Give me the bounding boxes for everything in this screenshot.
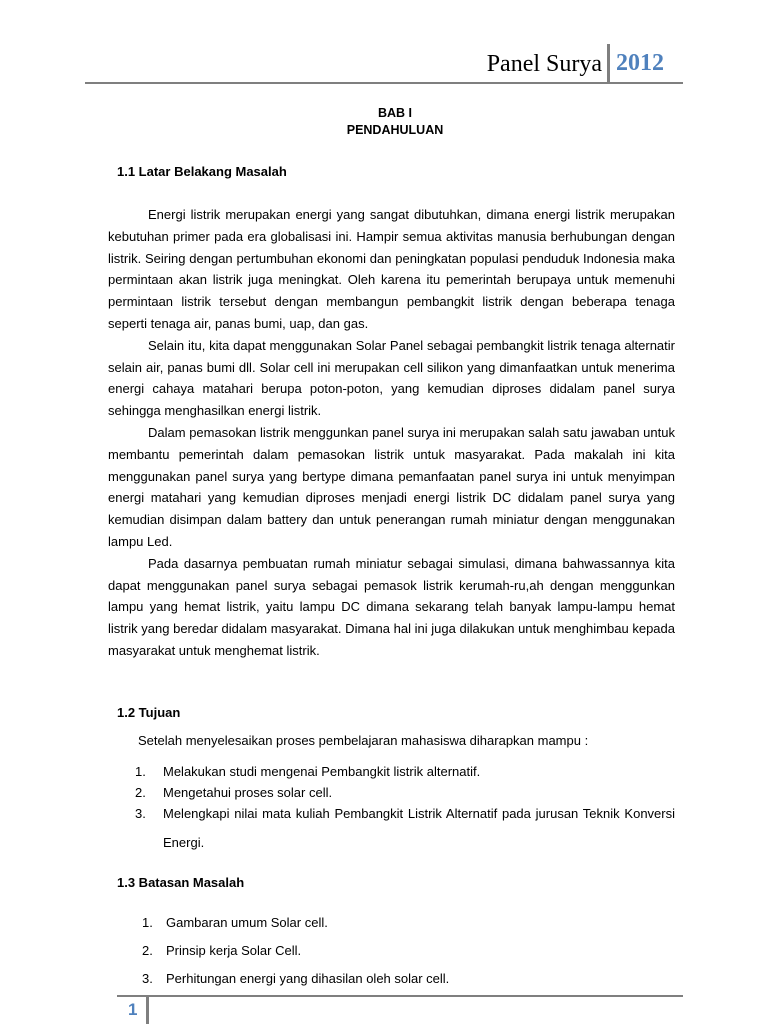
- list-number: 2.: [142, 943, 153, 958]
- list-number: 1.: [135, 764, 146, 779]
- batasan-list: [142, 915, 662, 999]
- paragraph: Pada dasarnya pembuatan rumah miniatur sebagai simulasi, dimana bahwassannya kita dapat menggunakan panel surya sebagai pemasok listrik kerumah-ru,ah dengan menggunkan lampu yang hemat listrik, yaitu lampu DC dimana sekarang telah banyak lampu-lampu hemat listrik yang beredar didalam masyarakat. Dimana hal ini juga dilakukan untuk menghimbau kepada masyarakat untuk menghemat listrik.: [108, 555, 675, 658]
- list-number: 3.: [142, 971, 153, 986]
- list-number: 1.: [142, 915, 153, 930]
- list-text: Melakukan studi mengenai Pembangkit listrik alternatif.: [163, 764, 481, 779]
- chapter-label: BAB I: [377, 106, 413, 120]
- section-intro-tujuan: Setelah menyelesaikan proses pembelajaran mahasiswa diharapkan mampu :: [138, 733, 589, 748]
- header-divider: [607, 44, 610, 83]
- paragraph: Dalam pemasokan listrik menggunkan panel surya ini merupakan salah satu jawaban untuk membantu pemerintah dalam pemasokan listrik untuk masyarakat. Pada makalah ini kita menggunakan panel surya yang bertype dimana pemanfaatan panel surya ini untuk menyimpan energi matahari yang kemudian diproses menjadi energi listrik DC didalam panel surya yang kemudian disimpan dalam battery dan untuk penerangan rumah miniatur dengan menggunakan lampu Led.: [108, 424, 675, 549]
- tujuan-list: [135, 761, 675, 857]
- page-number: 1: [128, 1000, 138, 1019]
- header-rule: [85, 82, 683, 84]
- list-item: [135, 799, 675, 857]
- chapter-title: PENDAHULUAN: [346, 123, 444, 137]
- section-heading-tujuan: 1.2 Tujuan: [117, 705, 181, 720]
- section-heading-latar-belakang: 1.1 Latar Belakang Masalah: [117, 164, 287, 179]
- list-text: Mengetahui proses solar cell.: [163, 785, 333, 800]
- section-body-latar-belakang: [108, 204, 675, 662]
- list-number: 3.: [135, 806, 146, 821]
- list-item: [142, 943, 662, 971]
- section-heading-batasan-masalah: 1.3 Batasan Masalah: [117, 875, 245, 890]
- list-item: [142, 915, 662, 943]
- list-text: Prinsip kerja Solar Cell.: [166, 943, 302, 958]
- footer-divider: [146, 995, 149, 1024]
- list-text: Perhitungan energi yang dihasilan oleh solar cell.: [166, 971, 450, 986]
- list-item: [135, 761, 675, 782]
- list-number: 2.: [135, 785, 146, 800]
- list-text: Gambaran umum Solar cell.: [166, 915, 328, 930]
- header-title: Panel Surya: [486, 51, 602, 77]
- paragraph: Selain itu, kita dapat menggunakan Solar Panel sebagai pembangkit listrik tenaga alternatir selain air, panas bumi dll. Solar cell ini merupakan cell silikon yang dimanfaatkan untuk menerima energi cahaya matahari berupa poton-poton, yang kemudian diproses didalam panel surya sehingga menghasilkan energi listrik.: [108, 337, 675, 419]
- paragraph: Energi listrik merupakan energi yang sangat dibutuhkan, dimana energi listrik merupakan kebutuhan primer pada era globalisasi ini. Hampir semua aktivitas manusia berhubungan dengan listrik. Seiring dengan pertumbuhan ekonomi dan peningkatan populasi penduduk Indonesia maka permintaan akan listrik juga meningkat. Oleh karena itu pemerintah berupaya untuk memenuhi permintaan listrik tersebut dengan membangun pembangkit listrik dengan beberapa tenaga seperti tenaga air, panas bumi, uap, dan gas.: [108, 207, 675, 331]
- list-text: Melengkapi nilai mata kuliah Pembangkit Listrik Alternatif pada jurusan Teknik Konversi Energi.: [163, 806, 675, 850]
- header-year: 2012: [616, 50, 664, 76]
- footer-rule: [117, 995, 683, 997]
